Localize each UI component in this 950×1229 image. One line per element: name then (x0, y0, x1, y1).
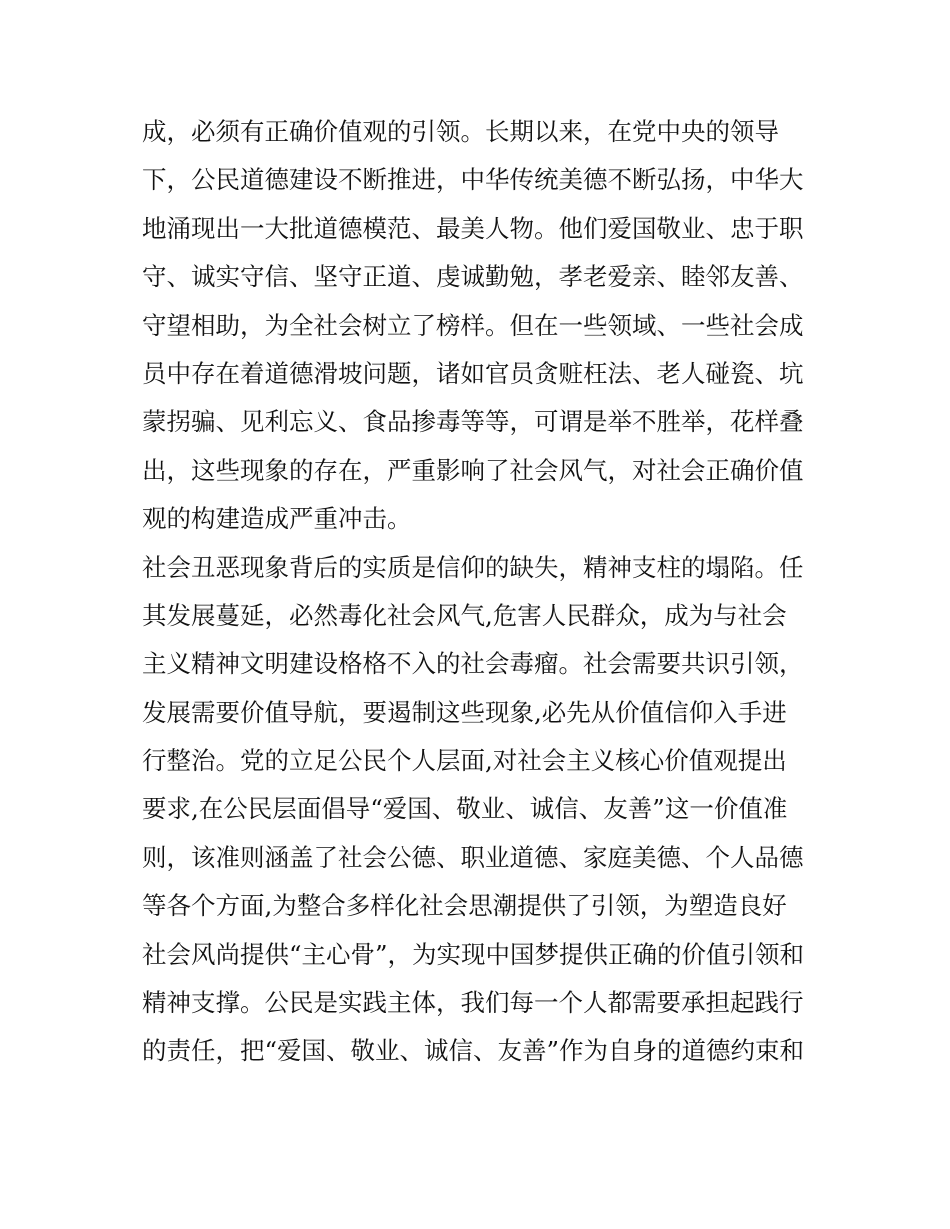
text-line: 出，这些现象的存在，严重影响了社会风气，对社会正确价值 (142, 455, 804, 485)
text-line: 成，必须有正确价值观的引领。长期以来，在党中央的领导 (142, 117, 779, 146)
text-line: 地涌现出一大批道德模范、最美人物。他们爱国敬业、忠于职 (142, 213, 804, 243)
text-line: 员中存在着道德滑坡问题，诸如官员贪赃枉法、老人碰瓷、坑 (142, 358, 804, 388)
text-line: 蒙拐骗、见利忘义、食品掺毒等等，可谓是举不胜举，花样叠 (142, 407, 804, 437)
body-text (142, 108, 822, 1076)
text-line: 等各个方面,为整合多样化社会思潮提供了引领，为塑造良好 (142, 891, 787, 921)
text-line: 发展需要价值导航，要遏制这些现象,必先从价值信仰入手进 (142, 697, 787, 727)
text-line: 社会风尚提供“主心骨”，为实现中国梦提供正确的价值引领和 (142, 939, 805, 969)
text-line: 行整治。党的立足公民个人层面,对社会主义核心价值观提出 (142, 746, 787, 776)
text-line: 要求,在公民层面倡导“爱国、敬业、诚信、友善”这一价值准 (142, 794, 788, 824)
text-line: 主义精神文明建设格格不入的社会毒瘤。社会需要共识引领， (142, 649, 804, 679)
paragraph-2 (142, 544, 822, 1076)
text-line: 观的构建造成严重冲击。 (142, 504, 412, 534)
text-line: 守望相助，为全社会树立了榜样。但在一些领域、一些社会成 (142, 310, 804, 340)
text-line: 社会丑恶现象背后的实质是信仰的缺失，精神支柱的塌陷。任 (142, 552, 804, 582)
text-line: 其发展蔓延，必然毒化社会风气,危害人民群众，成为与社会 (142, 600, 787, 630)
paragraph-1 (142, 108, 822, 544)
text-line: 的责任，把“爱国、敬业、诚信、友善”作为自身的道德约束和 (142, 1036, 805, 1066)
text-line: 守、诚实守信、坚守正道、虔诚勤勉，孝老爱亲、睦邻友善、 (142, 262, 804, 292)
text-line: 则，该准则涵盖了社会公德、职业道德、家庭美德、个人品德 (142, 842, 804, 872)
text-line: 下，公民道德建设不断推进，中华传统美德不断弘扬，中华大 (142, 165, 804, 195)
text-line: 精神支撑。公民是实践主体，我们每一个人都需要承担起践行 (142, 988, 804, 1018)
